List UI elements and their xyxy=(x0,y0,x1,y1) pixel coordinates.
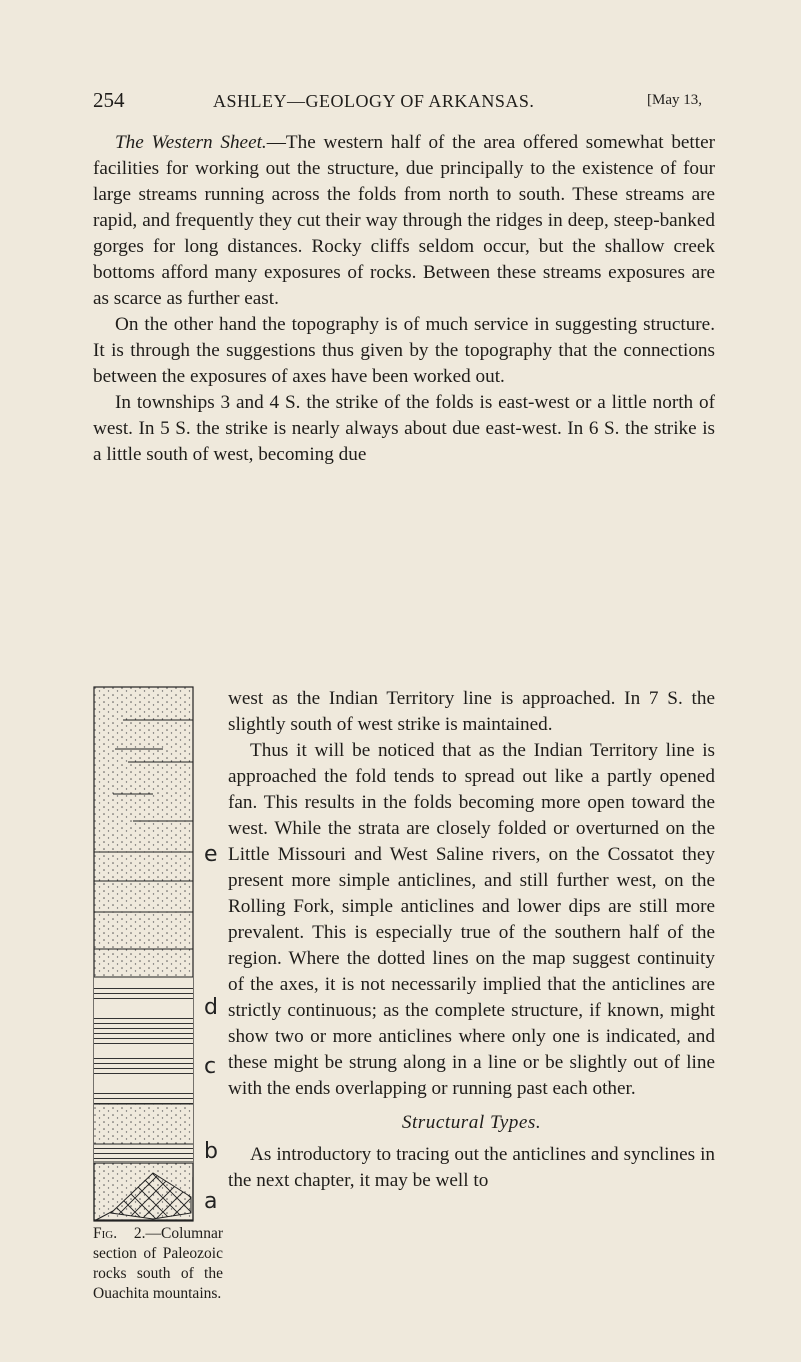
section-heading-structural-types: Structural Types. xyxy=(401,1112,542,1133)
header-date: [May 13, xyxy=(647,92,702,108)
paragraph-4: Thus it will be noticed that as the Indian Territory line is approached the fold tends to spread out like a partly opened fan. This results in the folds becoming more open toward the west. While the strata are closely folded or overturned on the Little Missouri and West Saline rivers, on the Cossatot they present more simple anticlines, and still further west, on the Rolling Fork, simple anticlines and lower dips are still more prevalent. This is especially true of the southern half of the region. Where the dotted lines on the map suggest continuity of the axes, it is not necessarily implied that the anticlines are strictly continuous; as the complete structure, if known, might show two or more anticlines where only one is indicated, and these might be strung along in a line or be slightly out of line with the ends overlapping or running past each other. xyxy=(228,740,715,1099)
paragraph-western-sheet xyxy=(93,130,715,312)
paragraph-1-text: —The western half of the area offered somewhat better facilities for working out the structure, due principally to the existence of four large streams running across the folds from north to south. These streams are rapid, and frequently they cut their way through the ridges in deep, steep-banked gorges for long distances. Rocky cliffs seldom occur, but the shallow creek bottoms afford many exposures of rocks. Between these streams exposures are as scarce as further east. xyxy=(93,132,715,309)
label-c: c xyxy=(204,1054,217,1079)
paragraph-2: On the other hand the topography is of much service in suggesting structure. It is through the suggestions thus given by the topography that the connections between the exposures of axes have been worked out. xyxy=(93,314,715,387)
running-title: ASHLEY—GEOLOGY OF ARKANSAS. xyxy=(213,91,535,111)
label-b: b xyxy=(204,1139,218,1164)
stratum-e xyxy=(94,687,193,977)
paragraph-3-continued: west as the Indian Territory line is approached. In 7 S. the slightly south of west strike is maintained. xyxy=(228,688,715,735)
page-header xyxy=(93,88,713,118)
paragraph-5: As introductory to tracing out the anticlines and synclines in the next chapter, it may be well to xyxy=(228,1144,715,1191)
figure-caption-text: —Columnar section of Paleozoic rocks south of the Ouachita mountains. xyxy=(93,1225,223,1302)
label-a: a xyxy=(204,1189,218,1214)
label-d: d xyxy=(204,995,218,1020)
right-column-text xyxy=(228,686,715,1194)
page-number: 254 xyxy=(93,88,125,112)
label-e: e xyxy=(204,842,218,867)
figure-caption-label: Fig. 2. xyxy=(93,1225,146,1242)
figure-caption xyxy=(93,1224,223,1304)
section-lead: The Western Sheet. xyxy=(115,132,267,153)
full-width-text xyxy=(93,130,715,468)
paragraph-3: In townships 3 and 4 S. the strike of the folds is east-west or a little north of west. In 5 S. the strike is nearly always about due east-west. In 6 S. the strike is a little south of west, becoming due xyxy=(93,392,715,465)
